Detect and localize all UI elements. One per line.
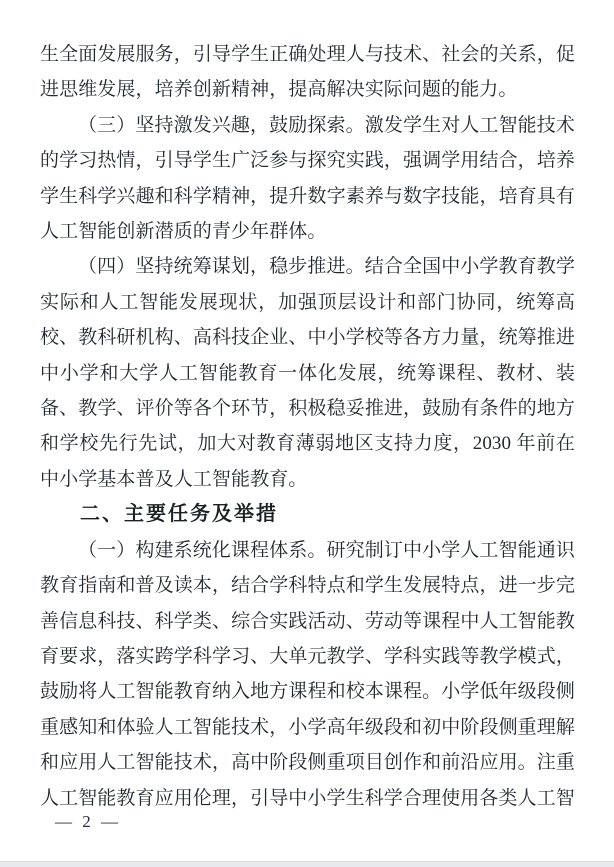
task-1-body: 研究制订中小学人工智能通识教育指南和普及读本，结合学科特点和学生发展特点，进一步完善信息科技、科学类、综合实践活动、劳动等课程中人工智能教育要求，落实跨学科学习、大单元教学、学科实践等教学模式，鼓励将人工智能教育纳入地方课程和校本课程。小学低年级段侧重感知和体验人工智能技术，小学高年级段和初中阶段侧重理解和应用人工智能技术，高中阶段侧重项目创作和前沿应用。注重人工智能教育应用伦理，引导中小学生科学合理使用各类人工智 (40, 539, 575, 809)
task-1-lead: （一）构建系统化课程体系。 (78, 539, 327, 561)
viewer-bottom-bar (0, 861, 614, 867)
section-3-lead: （三）坚持激发兴趣，鼓励探索。 (78, 114, 365, 136)
section-4-body: 结合全国中小学教育教学实际和人工智能发展现状，加强顶层设计和部门协同，统筹高校、教科研机构、高科技企业、中小学校等各方力量，统筹推进中小学和大学人工智能教育一体化发展，统筹课程、教材、装备、教学、评价等各个环节，积极稳妥推进，鼓励有条件的地方和学校先行先试，加大对教育薄弱地区支持力度，2030 年前在中小学基本普及人工智能教育。 (40, 256, 575, 490)
document-body (40, 37, 575, 816)
section-3-body: 激发学生对人工智能技术的学习热情，引导学生广泛参与探究实践，强调学用结合，培养学生科学兴趣和科学精神，提升数字素养与数字技能，培育具有人工智能创新潜质的青少年群体。 (40, 114, 575, 243)
page-number: — 2 — (55, 812, 121, 831)
section-4-lead: （四）坚持统筹谋划，稳步推进。 (78, 256, 365, 278)
paragraph-task-1 (40, 533, 575, 816)
paragraph-section-4 (40, 249, 575, 497)
paragraph-continuation: 生全面发展服务，引导学生正确处理人与技术、社会的关系，促进思维发展，培养创新精神，提高解决实际问题的能力。 (40, 44, 575, 101)
section-heading-main-tasks: 二、主要任务及举措 (80, 503, 278, 526)
paragraph-section-3 (40, 108, 575, 250)
